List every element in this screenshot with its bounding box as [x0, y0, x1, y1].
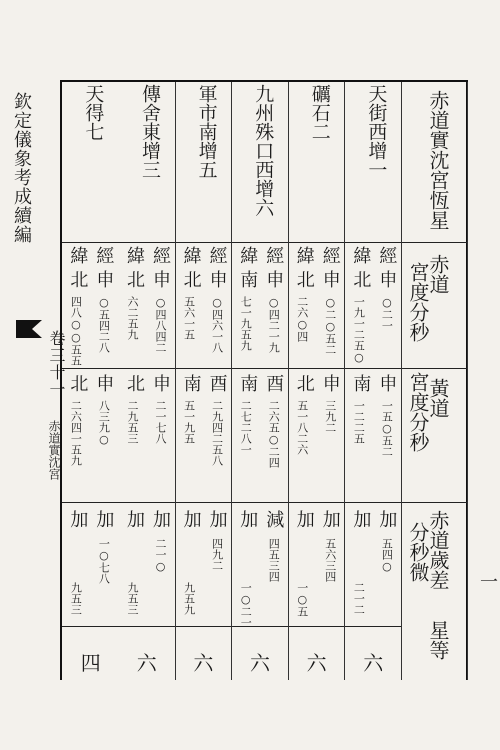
- prec-value-top: 五四○: [380, 538, 394, 573]
- ec-lon-sign: 申: [150, 374, 171, 392]
- eq-lat-value: 五六一五: [182, 296, 196, 340]
- eq-lat-label: 緯: [180, 246, 202, 264]
- volume-label: 卷三十一: [47, 330, 66, 398]
- eq-lat-value: 四八○○五五: [69, 296, 83, 366]
- ec-lon-sign: 酉: [206, 374, 228, 392]
- eq-lat-value: 二六○四: [295, 296, 309, 342]
- eq-lat-dir: 北: [180, 270, 202, 288]
- eq-lon-label: 經: [263, 246, 285, 264]
- ec-lat-value: 一二二五: [352, 400, 366, 444]
- ec-lat-value: 二九五三: [126, 400, 139, 444]
- page-number: 一: [480, 572, 498, 593]
- eq-lon-value: ○四六一八: [210, 296, 224, 353]
- eq-lat-label: 緯: [67, 246, 89, 264]
- eq-lat-label: 緯: [237, 246, 259, 264]
- eq-lon-sign: 申: [93, 270, 115, 288]
- eq-lon-label: 經: [93, 246, 115, 264]
- eq-lat-dir: 北: [124, 270, 145, 288]
- prec-op-bottom: 加: [237, 510, 259, 528]
- header-eq-sub: 宮度分秒: [406, 262, 430, 342]
- star-column: [345, 82, 402, 680]
- eq-lon-label: 經: [206, 246, 228, 264]
- star-column: [232, 82, 289, 680]
- prec-value-bottom: 一○二一: [239, 582, 253, 628]
- eq-lon-sign: 申: [376, 270, 398, 288]
- star-rank: 六: [249, 651, 270, 675]
- eq-lon-label: 經: [150, 246, 171, 264]
- prec-value-top: 五六三四: [323, 538, 337, 582]
- ec-lat-dir: 南: [237, 374, 259, 392]
- eq-lat-dir: 北: [350, 270, 372, 288]
- eq-lat-value: 一九一二五○: [352, 296, 366, 364]
- eq-lon-value: ○二○五二: [323, 296, 337, 355]
- star-name: 礪石二: [308, 84, 331, 141]
- star-column: [289, 82, 346, 680]
- ec-lat-value: 五一八二六: [295, 400, 309, 455]
- ec-lat-dir: 南: [350, 374, 372, 392]
- star-rank: 六: [193, 651, 214, 675]
- ec-lon-value: 二一七八: [154, 400, 167, 444]
- prec-value-bottom: 九五九: [182, 582, 196, 615]
- star-name: 傳舍東增三: [139, 84, 161, 179]
- header-ec-sub: 宮度分秒: [406, 372, 430, 452]
- ec-lat-dir: 北: [67, 374, 89, 392]
- ec-lat-value: 二七二八一: [239, 400, 253, 455]
- header-prec-sub: 分秒微: [406, 522, 430, 582]
- prec-op-top: 加: [376, 510, 398, 528]
- header-ec-title: 黃道: [426, 378, 450, 418]
- star-name: 天得七: [82, 84, 105, 141]
- ec-lat-value: 二六四一五九: [69, 400, 83, 466]
- prec-op-bottom: 加: [180, 510, 202, 528]
- prec-op-top: 加: [319, 510, 341, 528]
- fishtail-mark-icon: [14, 318, 44, 345]
- prec-op-bottom: 加: [350, 510, 372, 528]
- prec-value-top: 四九二: [210, 538, 224, 571]
- ec-lon-value: 八三九○: [97, 400, 111, 446]
- ec-lon-sign: 申: [376, 374, 398, 392]
- eq-lat-dir: 南: [237, 270, 259, 288]
- prec-op-top: 加: [206, 510, 228, 528]
- eq-lat-dir: 北: [67, 270, 89, 288]
- ec-lon-value: 一五○五二: [380, 400, 394, 457]
- eq-lon-sign: 申: [150, 270, 171, 288]
- prec-value-top: 一○七八: [97, 538, 111, 584]
- star-name: 九州殊口西增六: [252, 84, 275, 217]
- eq-lon-value: ○四八四二: [154, 296, 167, 353]
- header-rank: 星等: [426, 620, 450, 660]
- eq-lon-label: 經: [319, 246, 341, 264]
- prec-op-top: 減: [263, 510, 285, 528]
- prec-value-top: 二一○: [154, 538, 167, 573]
- header-column: [402, 82, 468, 680]
- ec-lat-value: 五一九五: [182, 400, 196, 444]
- eq-lat-label: 緯: [293, 246, 315, 264]
- prec-value-bottom: 二一二: [352, 582, 366, 615]
- star-column: [119, 82, 176, 680]
- eq-lat-value: 七一九五九: [239, 296, 253, 351]
- prec-op-bottom: 加: [293, 510, 315, 528]
- prec-value-top: 四五三四: [267, 538, 281, 582]
- eq-lat-value: 六二五九: [126, 296, 139, 340]
- header-eq-title: 赤道: [426, 254, 450, 294]
- ec-lon-value: 二六五○二四: [267, 400, 281, 468]
- star-rank: 六: [136, 651, 157, 675]
- star-column: [176, 82, 233, 680]
- star-catalog-table: [60, 80, 468, 680]
- prec-op-bottom: 加: [124, 510, 145, 528]
- star-name: 天街西增一: [365, 84, 388, 179]
- eq-lon-value: ○四二一九: [267, 296, 281, 353]
- prec-value-bottom: 九五三: [126, 582, 139, 615]
- eq-lon-value: ○二一: [380, 296, 394, 331]
- eq-lon-sign: 申: [263, 270, 285, 288]
- star-rank: 四: [80, 651, 101, 675]
- star-rank: 六: [363, 651, 384, 675]
- section-label: 赤道實沈宮: [47, 420, 61, 480]
- ec-lat-dir: 南: [180, 374, 202, 392]
- header-prec-title: 赤道歲差: [426, 510, 450, 590]
- eq-lon-value: ○五四二八: [97, 296, 111, 353]
- prec-value-bottom: 九五三: [69, 582, 83, 615]
- eq-lat-dir: 北: [293, 270, 315, 288]
- prec-op-top: 加: [93, 510, 115, 528]
- eq-lon-label: 經: [376, 246, 398, 264]
- ec-lon-sign: 申: [93, 374, 115, 392]
- eq-lat-label: 緯: [350, 246, 372, 264]
- ec-lon-value: 三九二: [323, 400, 337, 433]
- ec-lon-value: 二九四二五八: [210, 400, 224, 466]
- eq-lat-label: 緯: [124, 246, 145, 264]
- star-rank: 六: [306, 651, 327, 675]
- eq-lon-sign: 申: [206, 270, 228, 288]
- ec-lat-dir: 北: [293, 374, 315, 392]
- header-star-title: 赤道實沈宮恆星: [426, 90, 450, 230]
- ec-lon-sign: 申: [319, 374, 341, 392]
- ec-lat-dir: 北: [124, 374, 145, 392]
- star-name: 軍市南增五: [195, 84, 218, 179]
- prec-op-top: 加: [150, 510, 171, 528]
- star-column: [62, 82, 119, 680]
- book-title: 欽定儀象考成續編: [11, 92, 32, 244]
- eq-lon-sign: 申: [319, 270, 341, 288]
- ec-lon-sign: 酉: [263, 374, 285, 392]
- prec-value-bottom: 一○五: [295, 582, 309, 617]
- prec-op-bottom: 加: [67, 510, 89, 528]
